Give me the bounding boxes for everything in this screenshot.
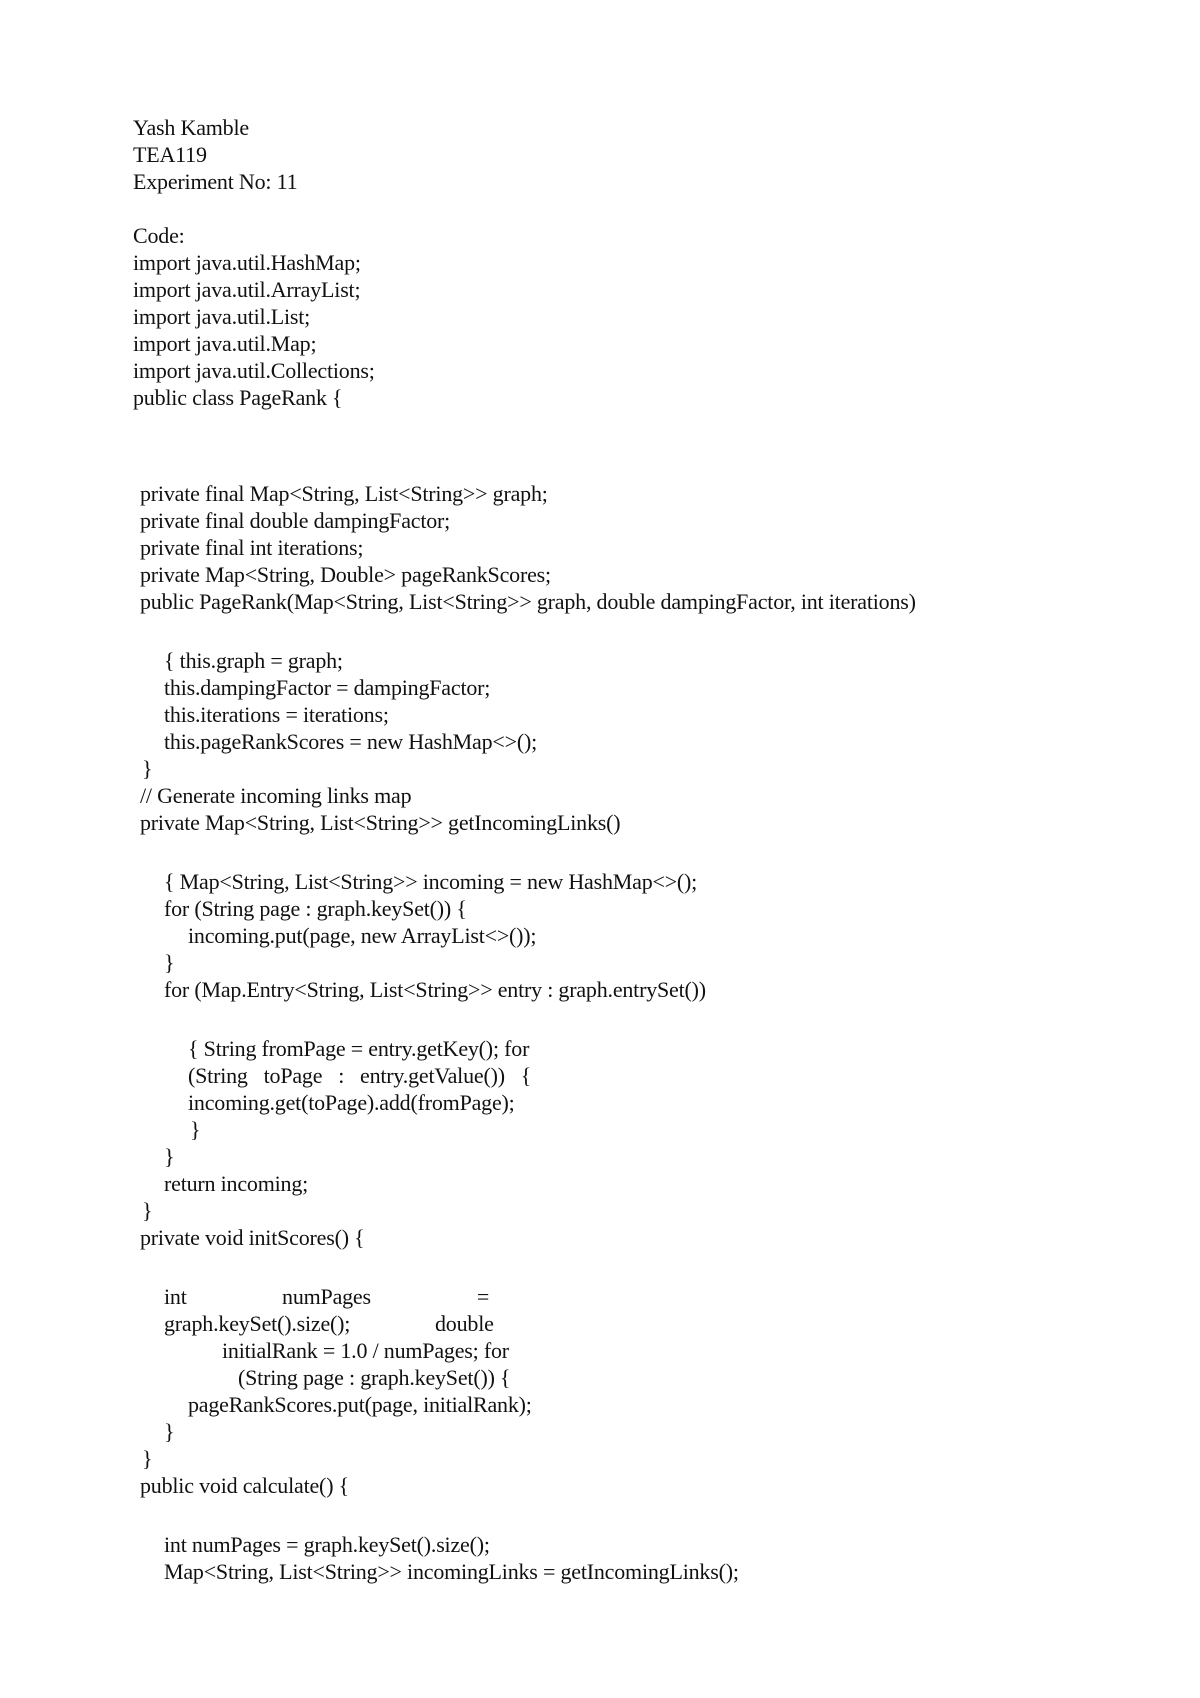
code-line: (String toPage : entry.getValue()) {	[188, 1063, 532, 1088]
code-line: graph.keySet().size(); double	[164, 1311, 494, 1336]
code-line: }	[164, 1419, 175, 1444]
code-line: }	[164, 1144, 175, 1169]
code-line: this.pageRankScores = new HashMap<>();	[164, 729, 537, 754]
code-line: import java.util.ArrayList;	[133, 277, 361, 302]
code-line: import java.util.Collections;	[133, 358, 375, 383]
code-line: { Map<String, List<String>> incoming = new HashMap<>();	[164, 869, 698, 894]
code-line: private final Map<String, List<String>> graph;	[140, 481, 548, 506]
author-name: Yash Kamble	[133, 115, 249, 140]
code-line: int numPages =	[164, 1284, 490, 1309]
code-line: private Map<String, List<String>> getIncomingLinks()	[140, 810, 621, 835]
code-line: }	[190, 1117, 201, 1142]
code-line: public class PageRank {	[133, 385, 343, 410]
code-line: Map<String, List<String>> incomingLinks = getIncomingLinks();	[164, 1559, 739, 1584]
code-line: this.dampingFactor = dampingFactor;	[164, 675, 491, 700]
code-line: for (String page : graph.keySet()) {	[164, 896, 467, 921]
code-line: (String page : graph.keySet()) {	[238, 1365, 511, 1390]
code-line: import java.util.Map;	[133, 331, 317, 356]
code-line: }	[142, 756, 153, 781]
code-line: public void calculate() {	[140, 1473, 349, 1498]
code-line: initialRank = 1.0 / numPages; for	[222, 1338, 509, 1363]
code-line: }	[164, 950, 175, 975]
code-line: private final double dampingFactor;	[140, 508, 451, 533]
roll-number: TEA119	[133, 142, 207, 167]
code-comment: // Generate incoming links map	[140, 783, 412, 808]
code-line: incoming.get(toPage).add(fromPage);	[188, 1090, 515, 1115]
code-line: private void initScores() {	[140, 1225, 365, 1250]
experiment-number: Experiment No: 11	[133, 169, 298, 194]
code-line: }	[142, 1198, 153, 1223]
code-line: for (Map.Entry<String, List<String>> entry : graph.entrySet())	[164, 977, 706, 1002]
code-line: { String fromPage = entry.getKey(); for	[188, 1036, 530, 1061]
code-label: Code:	[133, 223, 185, 248]
code-line: pageRankScores.put(page, initialRank);	[188, 1392, 532, 1417]
code-line: public PageRank(Map<String, List<String>> graph, double dampingFactor, int iterations)	[140, 589, 916, 614]
code-line: int numPages = graph.keySet().size();	[164, 1532, 490, 1557]
code-line: import java.util.List;	[133, 304, 311, 329]
code-line: }	[142, 1446, 153, 1471]
code-line: return incoming;	[164, 1171, 309, 1196]
code-line: { this.graph = graph;	[164, 648, 343, 673]
code-line: incoming.put(page, new ArrayList<>());	[188, 923, 537, 948]
code-line: private Map<String, Double> pageRankScores;	[140, 562, 551, 587]
code-line: this.iterations = iterations;	[164, 702, 389, 727]
code-line: import java.util.HashMap;	[133, 250, 361, 275]
code-line: private final int iterations;	[140, 535, 364, 560]
